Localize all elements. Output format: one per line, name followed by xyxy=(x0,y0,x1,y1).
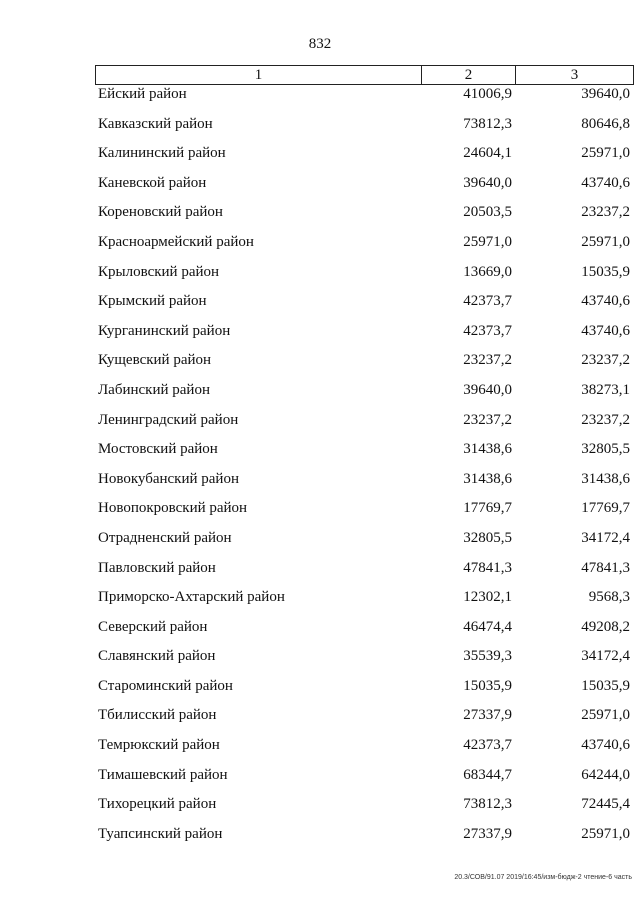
table-row xyxy=(0,824,640,854)
district-name: Староминский район xyxy=(98,677,233,694)
table-row xyxy=(0,84,640,114)
table-row xyxy=(0,469,640,499)
value-col-3: 31438,6 xyxy=(581,470,630,487)
district-name: Приморско-Ахтарский район xyxy=(98,589,285,606)
district-name: Новокубанский район xyxy=(98,470,239,487)
district-name: Лабинский район xyxy=(98,381,210,398)
table-row xyxy=(0,321,640,351)
value-col-3: 38273,1 xyxy=(581,381,630,398)
header-col-2: 2 xyxy=(422,66,516,85)
value-col-3: 47841,3 xyxy=(581,559,630,576)
value-col-3: 43740,6 xyxy=(581,322,630,339)
value-col-2: 39640,0 xyxy=(463,174,512,191)
table-body xyxy=(0,84,640,853)
value-col-2: 15035,9 xyxy=(463,677,512,694)
value-col-2: 31438,6 xyxy=(463,470,512,487)
value-col-2: 46474,4 xyxy=(463,618,512,635)
value-col-2: 20503,5 xyxy=(463,204,512,221)
value-col-2: 42373,7 xyxy=(463,737,512,754)
table-row xyxy=(0,350,640,380)
district-name: Новопокровский район xyxy=(98,500,248,517)
value-col-3: 39640,0 xyxy=(581,86,630,102)
district-name: Кущевский район xyxy=(98,352,212,369)
district-name: Павловский район xyxy=(98,559,216,576)
table-row xyxy=(0,735,640,765)
district-name: Ленинградский район xyxy=(98,411,239,428)
table-row xyxy=(0,262,640,292)
table-row xyxy=(0,173,640,203)
district-name: Отрадненский район xyxy=(98,529,232,546)
table-row xyxy=(0,291,640,321)
district-name: Северский район xyxy=(98,618,208,635)
value-col-2: 25971,0 xyxy=(463,233,512,250)
district-name: Туапсинский район xyxy=(98,825,223,842)
table-row xyxy=(0,410,640,440)
table-row xyxy=(0,232,640,262)
value-col-2: 27337,9 xyxy=(463,707,512,724)
page-number: 832 xyxy=(308,36,332,52)
district-name: Курганинский район xyxy=(98,322,231,339)
value-col-3: 43740,6 xyxy=(581,174,630,191)
district-name: Каневской район xyxy=(98,174,207,191)
value-col-3: 43740,6 xyxy=(581,293,630,310)
table-row xyxy=(0,765,640,795)
value-col-3: 25971,0 xyxy=(581,707,630,724)
value-col-3: 15035,9 xyxy=(581,263,630,280)
table-row xyxy=(0,528,640,558)
table-row xyxy=(0,380,640,410)
value-col-3: 9568,3 xyxy=(588,589,630,606)
value-col-3: 17769,7 xyxy=(581,500,630,517)
value-col-3: 80646,8 xyxy=(581,115,630,132)
header-col-3: 3 xyxy=(516,66,634,85)
value-col-3: 64244,0 xyxy=(581,766,630,783)
value-col-2: 73812,3 xyxy=(463,796,512,813)
value-col-2: 68344,7 xyxy=(463,766,512,783)
value-col-2: 23237,2 xyxy=(463,411,512,428)
value-col-2: 47841,3 xyxy=(463,559,512,576)
value-col-2: 32805,5 xyxy=(463,529,512,546)
table-row xyxy=(0,558,640,588)
value-col-2: 42373,7 xyxy=(463,322,512,339)
value-col-3: 34172,4 xyxy=(581,648,630,665)
value-col-2: 41006,9 xyxy=(463,86,512,102)
district-name: Славянский район xyxy=(98,648,216,665)
value-col-2: 23237,2 xyxy=(463,352,512,369)
table-row xyxy=(0,794,640,824)
table-row xyxy=(0,587,640,617)
value-col-2: 42373,7 xyxy=(463,293,512,310)
value-col-3: 49208,2 xyxy=(581,618,630,635)
value-col-2: 13669,0 xyxy=(463,263,512,280)
district-name: Калининский район xyxy=(98,145,226,162)
value-col-3: 23237,2 xyxy=(581,204,630,221)
district-name: Крымский район xyxy=(98,293,207,310)
value-col-3: 25971,0 xyxy=(581,233,630,250)
value-col-3: 23237,2 xyxy=(581,352,630,369)
table-row xyxy=(0,498,640,528)
table-row xyxy=(0,676,640,706)
table-header xyxy=(95,65,634,85)
table-row xyxy=(0,114,640,144)
value-col-3: 25971,0 xyxy=(581,145,630,162)
value-col-2: 17769,7 xyxy=(463,500,512,517)
district-name: Тихорецкий район xyxy=(98,796,217,813)
header-col-1: 1 xyxy=(96,66,422,85)
table-row xyxy=(0,143,640,173)
district-name: Мостовский район xyxy=(98,441,218,458)
district-name: Тимашевский район xyxy=(98,766,228,783)
district-name: Ейский район xyxy=(98,86,187,102)
value-col-2: 24604,1 xyxy=(463,145,512,162)
value-col-3: 32805,5 xyxy=(581,441,630,458)
value-col-2: 73812,3 xyxy=(463,115,512,132)
district-name: Тбилисский район xyxy=(98,707,217,724)
value-col-3: 15035,9 xyxy=(581,677,630,694)
table-row xyxy=(0,202,640,232)
value-col-3: 25971,0 xyxy=(581,825,630,842)
value-col-3: 34172,4 xyxy=(581,529,630,546)
footer-note: 20.3/СОВ/91.07 2019/16:45/изм-бюдж-2 чтение-6 часть xyxy=(454,874,632,881)
district-name: Кавказский район xyxy=(98,115,213,132)
value-col-3: 43740,6 xyxy=(581,737,630,754)
table-row xyxy=(0,646,640,676)
value-col-2: 31438,6 xyxy=(463,441,512,458)
value-col-3: 72445,4 xyxy=(581,796,630,813)
table-row xyxy=(0,705,640,735)
district-name: Красноармейский район xyxy=(98,233,254,250)
value-col-2: 12302,1 xyxy=(463,589,512,606)
district-name: Кореновский район xyxy=(98,204,223,221)
value-col-2: 39640,0 xyxy=(463,381,512,398)
district-name: Темрюкский район xyxy=(98,737,220,754)
table-row xyxy=(0,617,640,647)
table-row xyxy=(0,439,640,469)
value-col-3: 23237,2 xyxy=(581,411,630,428)
district-name: Крыловский район xyxy=(98,263,220,280)
value-col-2: 27337,9 xyxy=(463,825,512,842)
value-col-2: 35539,3 xyxy=(463,648,512,665)
